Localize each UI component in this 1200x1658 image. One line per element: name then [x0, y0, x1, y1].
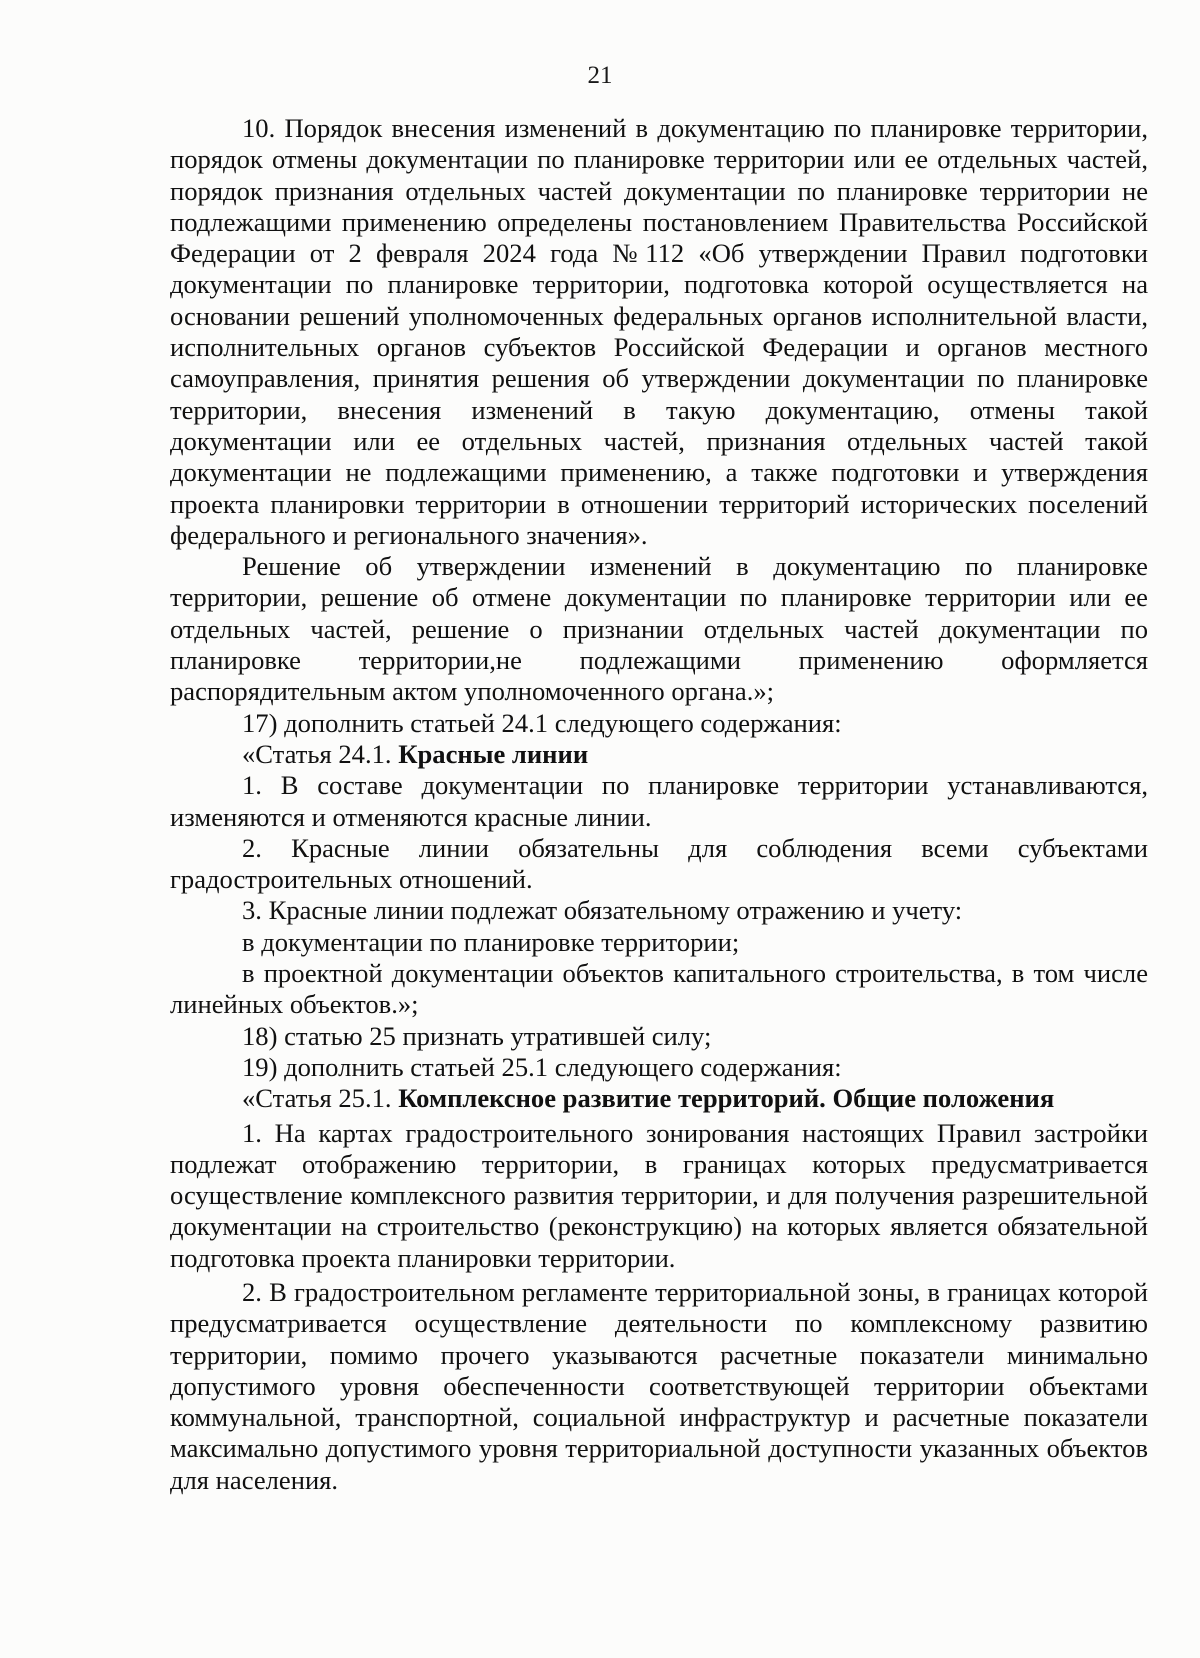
- paragraph-red-lines-3-item-b: в проектной документации объектов капитального строительства, в том числе линейных объектов.»;: [170, 958, 1148, 1020]
- paragraph-red-lines-1: 1. В составе документации по планировке территории устанавливаются, изменяются и отменяются красные линии.: [170, 770, 1148, 832]
- paragraph-red-lines-3-item-a: в документации по планировке территории;: [242, 926, 740, 957]
- paragraph-complex-development-2: 2. В градостроительном регламенте территориальной зоны, в границах которой предусматривается осуществление деятельности по комплексному развитию территории, помимо прочего указываются расчетные показатели минимально допустимого уровня обеспеченности соответствующей территории объектами коммунальной, транспортной, социальной инфраструктур и расчетные показатели максимально допустимого уровня территориальной доступности указанных объектов для населения.: [170, 1276, 1148, 1495]
- article-24-1-heading: Красные линии: [398, 738, 589, 769]
- paragraph-10-amendment-procedure: 10. Порядок внесения изменений в документацию по планировке территории, порядок отмены документации по планировке территории или ее отдельных частей, порядок признания отдельных частей документации по планировке территории не подлежащими применению определены постановлением Правительства Российской Федерации от 2 февраля 2024 года №112 «Об утверждении Правил подготовки документации по планировке территории, подготовка которой осуществляется на основании решений уполномоченных федеральных органов исполнительной власти, исполнительных органов субъектов Российской Федерации и органов местного самоуправления, принятия решения об утверждении документации по планировке территории, внесения изменений в такую документацию, отмены такой документации или ее отдельных частей, признания отдельных частей такой документации не подлежащими применению, а также подготовки и утверждения проекта планировки территории в отношении территорий исторических поселений федерального и регионального значения».: [170, 113, 1148, 550]
- article-25-1-prefix: «Статья 25.1.: [242, 1083, 399, 1114]
- document-body: [170, 113, 1148, 1496]
- article-25-1-title: [170, 1083, 1148, 1114]
- paragraph-red-lines-3: 3. Красные линии подлежат обязательному отражению и учету:: [242, 895, 963, 926]
- paragraph-decision-formalization: Решение об утверждении изменений в документацию по планировке территории, решение об отмене документации по планировке территории или ее отдельных частей, решение о признании отдельных частей документации по планировке территории,не подлежащими применению оформляется распорядительным актом уполномоченного органа.»;: [170, 551, 1148, 707]
- article-24-1-title: [170, 739, 1148, 770]
- paragraph-item-18: 18) статью 25 признать утратившей силу;: [242, 1020, 712, 1051]
- paragraph-complex-development-1: 1. На картах градостроительного зонирования настоящих Правил застройки подлежат отображению территории, в границах которых предусматривается осуществление комплексного развития территории, и для получения разрешительной документации на строительство (реконструкцию) на которых является обязательной подготовка проекта планировки территории.: [170, 1117, 1148, 1273]
- page-number: 21: [587, 62, 613, 89]
- article-24-1-prefix: «Статья 24.1.: [242, 738, 399, 769]
- article-25-1-heading: Комплексное развитие территорий. Общие положения: [398, 1083, 1055, 1114]
- paragraph-item-19: 19) дополнить статьей 25.1 следующего содержания:: [242, 1051, 842, 1082]
- paragraph-red-lines-2: 2. Красные линии обязательны для соблюдения всеми субъектами градостроительных отношений.: [170, 832, 1148, 895]
- paragraph-item-17: 17) дополнить статьей 24.1 следующего содержания:: [242, 707, 842, 738]
